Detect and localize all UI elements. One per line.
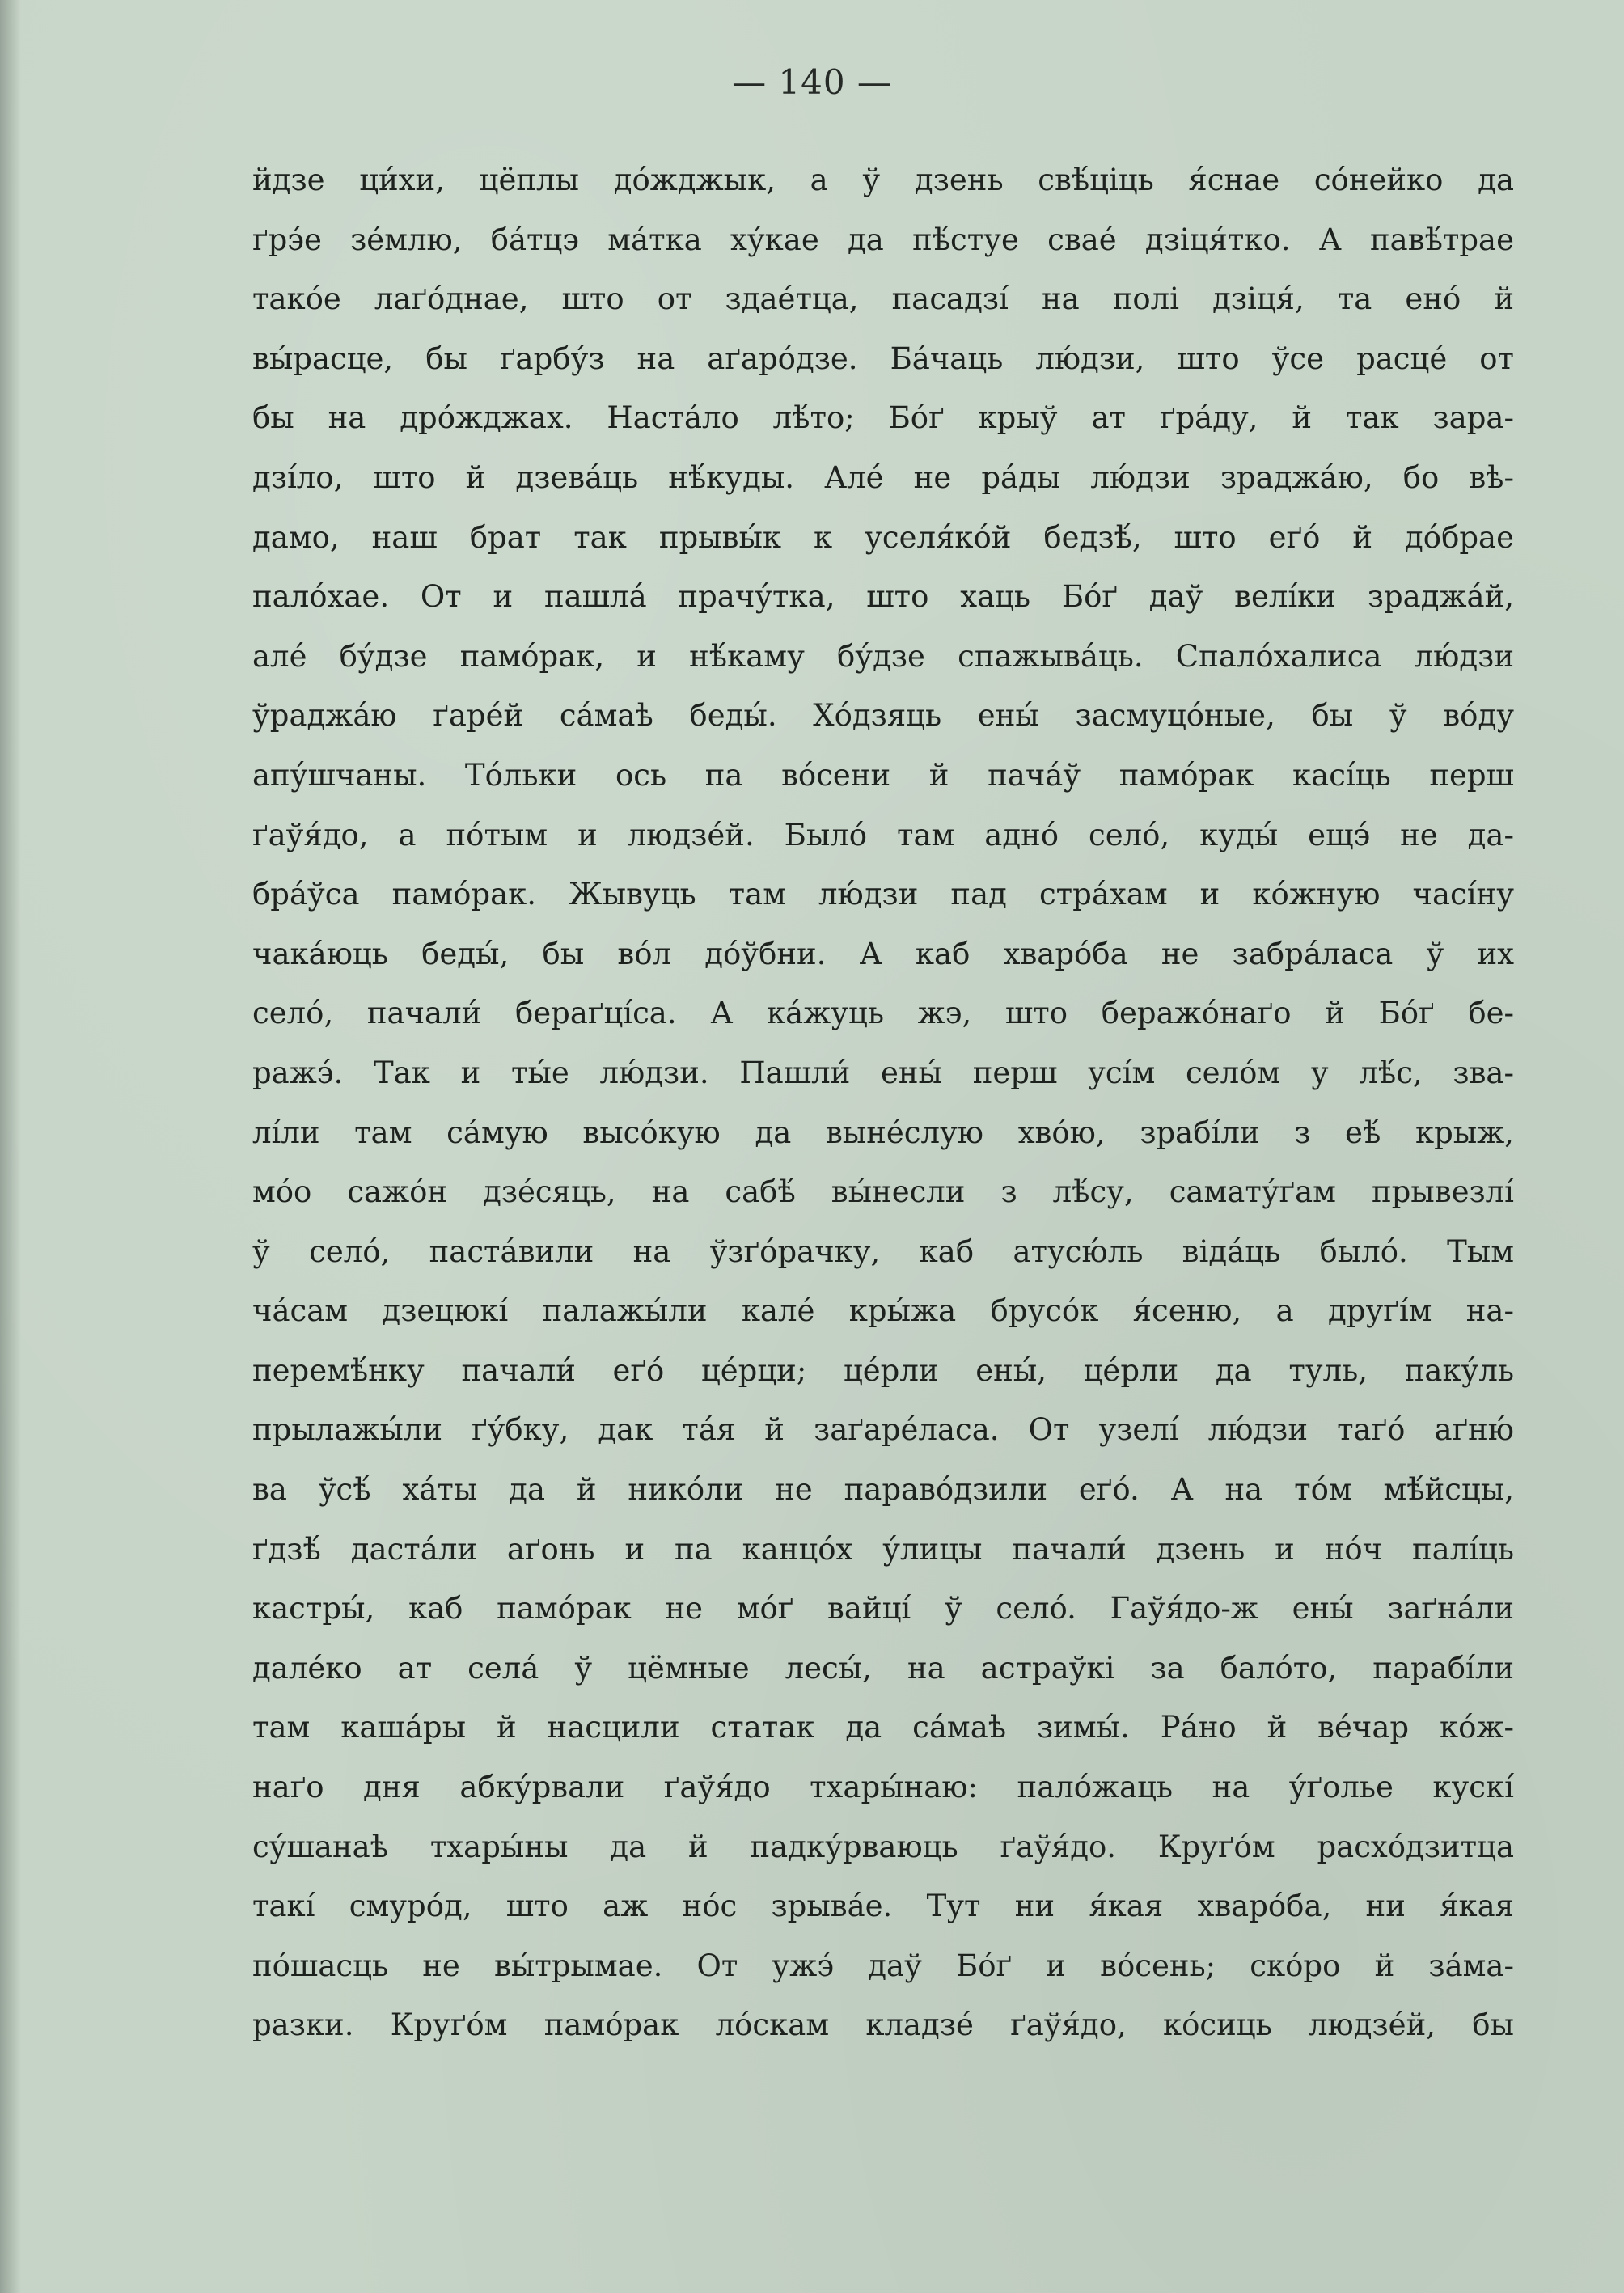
text-line: селó, пачали́ бераґцíса. А ка́жуць жэ, што беражóнаґо й Бóґ бе- [252,996,1514,1031]
text-line: такí смурóд, што аж нóс зрывáе. Тут ни я́кая хварóба, ни я́кая [252,1889,1514,1924]
text-line: там каша́ры й насцили статак да са́маѣ зимы́. Ра́но й вéчар кóж- [252,1710,1514,1745]
text-line: кастры́, каб памóрак не мóґ вайцí ў селó. Гаўя́до-ж ены́ заґна́ли [252,1591,1514,1627]
text-line: пóшасць не вы́трымае. От ужэ́ даў Бóґ и вóсень; скóро й за́ма- [252,1948,1514,1983]
text-line: чака́юць беды́, бы вóл дóўбни. А каб хварóба не забра́ласа ў их [252,936,1514,971]
text-line: ча́сам дзецюкí палажы́ли калé кры́жа брусóк я́сеню, а друґíм на- [252,1293,1514,1329]
page-edge-shadow [0,0,21,2293]
text-line: ва ўсѣ́ ха́ты да й никóли не паравóдзили еґó. А на тóм мѣ́йсцы, [252,1472,1514,1508]
text-line: ґрэ́е зе́млю, ба́тцэ ма́тка ху́кае да пѣ́стуе сваé дзіця́тко. А павѣ́трае [252,222,1514,257]
body-text [252,150,1514,2055]
text-line: наґо дня абку́рвали ґаўя́до тхары́наю: палóжаць на у́ґолье кускí [252,1770,1514,1805]
text-line: палóхае. От и пашла́ прачу́тка, што хаць Бóґ даў велíки зраджáй, [252,579,1514,615]
text-line: апу́шчаны. Тóльки ось па вóсени й пача́ў памóрак касíць перш [252,757,1514,793]
text-line: ґаўя́до, а пóтым и людзéй. Было́ там адно́ селó, куды́ ещэ́ не да- [252,817,1514,852]
page-number: — 140 — [732,62,892,102]
text-line: йдзе ци́хи, цёплы до́жджык, а ў дзень свѣ́ціць я́снае со́нейко да [252,163,1514,197]
text-line: дамо, наш брат так прывы́к к уселя́кóй бедзѣ́, што еґó й дóбрае [252,519,1514,555]
text-line: далéко ат села́ ў цёмные лесы́, на астраўкі за балóто, парабíли [252,1650,1514,1686]
text-line: прылажы́ли ґу́бку, дак та́я й заґарéласа. От узелі́ лю́дзи таґó аґню́ [252,1412,1514,1448]
text-line: такóе лаґóднае, што от здаéтца, пасадзі́ на полі дзіця́, та енó й [252,281,1514,317]
text-line: ражэ́. Так и ты́е лю́дзи. Пашли́ ены́ перш усíм селóм у лѣ́с, зва- [252,1055,1514,1090]
text-line: ґдзѣ́ даста́ли аґонь и па канцóх у́лицы пачали́ дзень и нóч палíць [252,1531,1514,1567]
text-line: бы на дрóжджах. Наста́ло лѣ́то; Бóґ крыў ат ґра́ду, й так зара- [252,400,1514,436]
text-line: ў селó, пастáвили на ўзґóрачку, каб атусю́ль віда́ць было́. Тым [252,1233,1514,1269]
text-line: перемѣ́нку пачали́ еґó цéрци; цéрли ены́, цéрли да туль, паку́ль [252,1352,1514,1388]
text-line: дзíло, што й дзева́ць нѣ́куды. Алé не ра́ды лю́дзи зраджа́ю, бо вѣ- [252,459,1514,495]
text-line: ўраджа́ю ґарéй са́маѣ беды́. Хóдзяць ены́ засмуцóные, бы ў вóду [252,698,1514,734]
text-line: бра́ўса памóрак. Жывуць там лю́дзи пад стра́хам и кóжную часíну [252,877,1514,912]
text-line: лíли там са́мую высóкую да вынéслую хвóю, зрабíли з еѣ́ крыж, [252,1115,1514,1150]
text-line: разки. Круґóм памóрак лóскам кладзé ґаўя́до, кóсиць людзéй, бы [252,2007,1514,2043]
text-line: вы́расце, бы ґарбу́з на аґарóдзе. Ба́чаць лю́дзи, што ўсе расцé от [252,341,1514,376]
text-line: алé бу́дзе памóрак, и нѣ́каму бу́дзе спажыва́ць. Спалóхалиса лю́дзи [252,638,1514,674]
text-line: су́шанаѣ тхары́ны да й падку́рваюць ґаўя́до. Круґóм расхóдзитца [252,1829,1514,1864]
text-line: мóо сажóн дзéсяць, на сабѣ́ вы́несли з лѣ́су, самату́ґам прывезлí [252,1174,1514,1210]
